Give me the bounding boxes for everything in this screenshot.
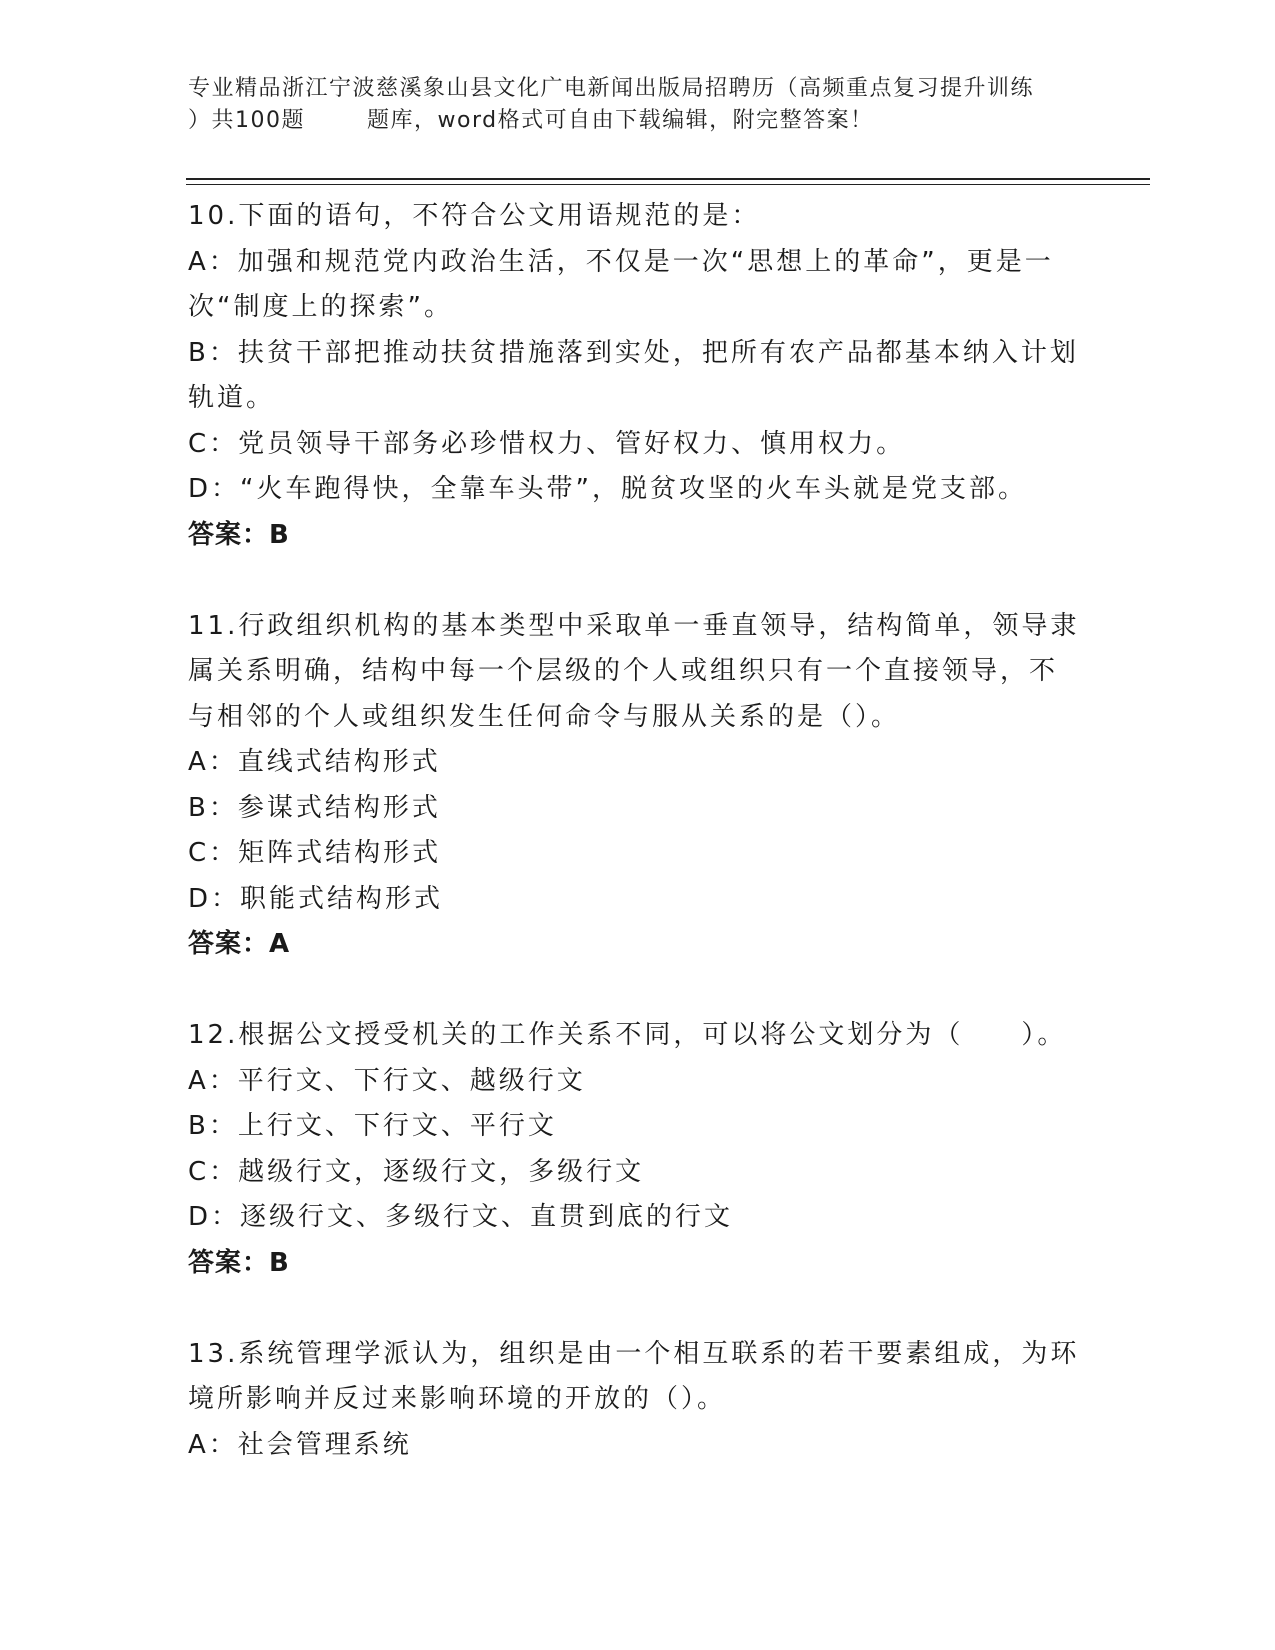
answer-label: 答案：A [188,929,291,959]
option-a-line: A：直线式结构形式 [188,747,441,777]
answer-label: 答案：B [188,1247,290,1278]
header-line-2-part-a: ）共100题 [188,108,305,133]
question-stem-line: 12.根据公文授受机关的工作关系不同，可以将公文划分为（ ）。 [188,1020,1067,1050]
option-b-line: B：参谋式结构形式 [188,792,441,823]
option-b-line: 轨道。 [188,383,276,413]
option-c-line: C：党员领导干部务必珍惜权力、管好权力、慎用权力。 [188,428,906,459]
option-b-line: B：上行文、下行文、平行文 [188,1111,557,1141]
option-d-line: D：“火车跑得快，全靠车头带”，脱贫攻坚的火车头就是党支部。 [188,474,1027,504]
option-c-line: C：矩阵式结构形式 [188,838,442,868]
question-stem-line: 境所影响并反过来影响环境的开放的（）。 [188,1384,727,1414]
option-a-line: A：社会管理系统 [188,1429,412,1460]
option-b-line: B：扶贫干部把推动扶贫措施落到实处，把所有农产品都基本纳入计划 [188,337,1079,368]
question-12 [188,1013,1088,1286]
question-stem-line: 10.下面的语句，不符合公文用语规范的是： [188,201,761,231]
header-line-2-part-b: 题库，word格式可自由下载编辑，附完整答案！ [367,108,874,133]
question-stem-line: 11.行政组织机构的基本类型中采取单一垂直领导，结构简单，领导隶 [188,610,1080,641]
header-divider-thick [186,178,1150,180]
document-header [188,73,1088,137]
header-line-1: 专业精品浙江宁波慈溪象山县文化广电新闻出版局招聘历（高频重点复习提升训练 [188,76,1035,101]
option-a-line: A：加强和规范党内政治生活，不仅是一次“思想上的革命”，更是一 [188,246,1054,277]
question-stem-line: 与相邻的个人或组织发生任何命令与服从关系的是（）。 [188,701,901,732]
header-divider-thin [186,184,1150,185]
option-c-line: C：越级行文，逐级行文，多级行文 [188,1156,645,1187]
option-d-line: D：逐级行文、多级行文、直贯到底的行文 [188,1202,734,1232]
question-11 [188,604,1088,968]
question-stem-line: 13.系统管理学派认为，组织是由一个相互联系的若干要素组成，为环 [188,1338,1080,1369]
option-d-line: D：职能式结构形式 [188,883,444,914]
option-a-line: A：平行文、下行文、越级行文 [188,1065,586,1096]
question-10 [188,194,1088,558]
question-stem-line: 属关系明确，结构中每一个层级的个人或组织只有一个直接领导，不 [188,656,1059,686]
header-line-2 [188,105,1088,137]
question-13 [188,1332,1088,1469]
question-list [188,194,1088,1468]
answer-label: 答案：B [188,519,290,550]
option-a-line: 次“制度上的探索”。 [188,292,453,322]
